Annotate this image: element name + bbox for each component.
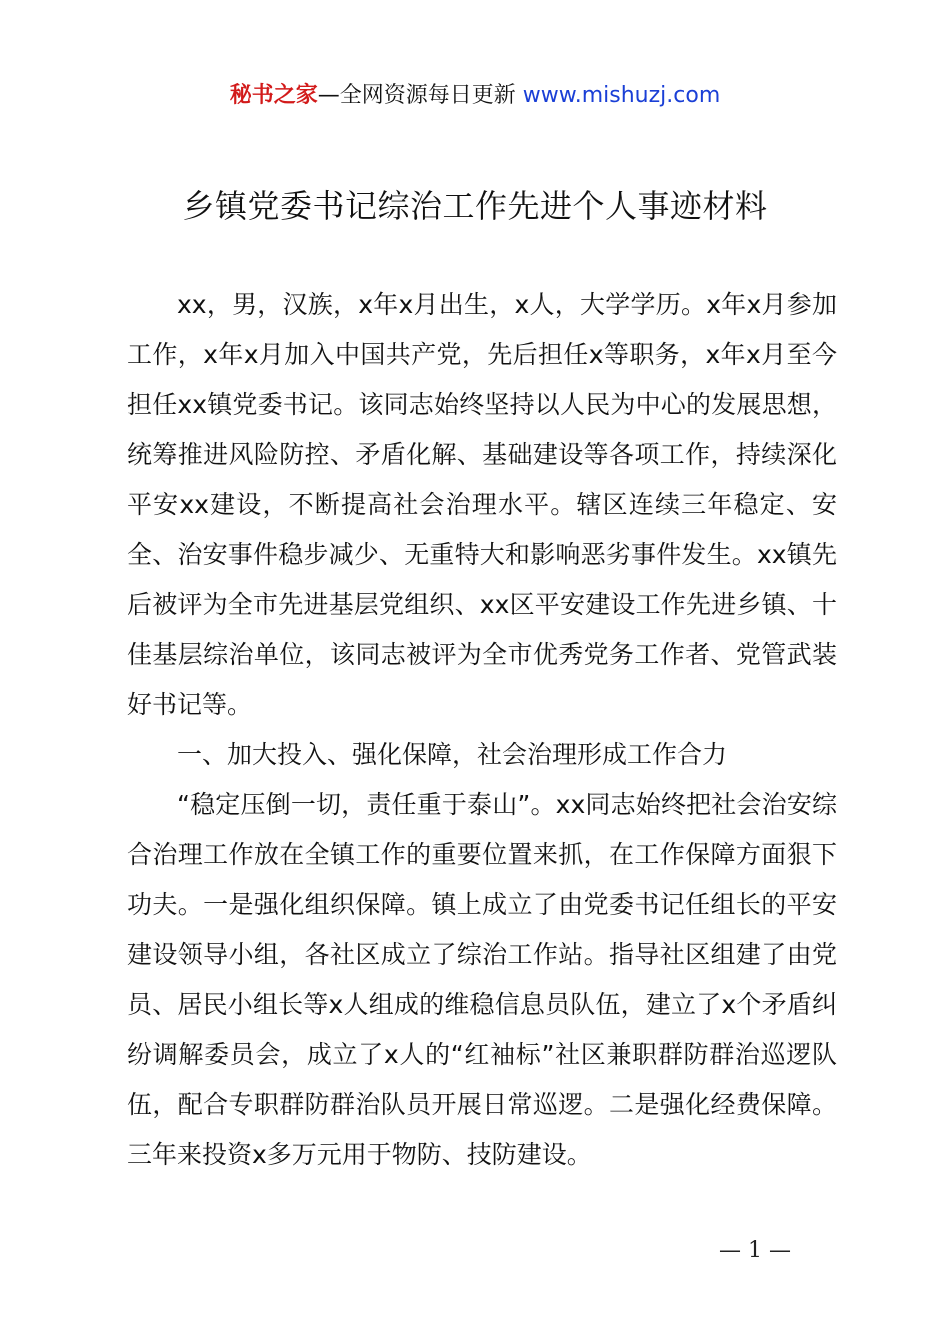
document-body — [127, 280, 837, 1180]
site-brand: 秘书之家 — [229, 83, 318, 108]
intro-paragraph: xx，男，汉族，x年x月出生，x人，大学学历。x年x月参加工作，x年x月加入中国共产党，先后担任x等职务，x年x月至今担任xx镇党委书记。该同志始终坚持以人民为中心的发展思想，统筹推进风险防控、矛盾化解、基础建设等各项工作，持续深化平安xx建设，不断提高社会治理水平。辖区连续三年稳定、安全、治安事件稳步减少、无重特大和影响恶劣事件发生。xx镇先后被评为全市先进基层党组织、xx区平安建设工作先进乡镇、十佳基层综治单位，该同志被评为全市优秀党务工作者、党管武装好书记等。 — [127, 290, 837, 719]
document-title: 乡镇党委书记综治工作先进个人事迹材料 — [182, 187, 768, 225]
section-paragraph: “稳定压倒一切，责任重于泰山”。xx同志始终把社会治安综合治理工作放在全镇工作的重要位置来抓，在工作保障方面狠下功夫。一是强化组织保障。镇上成立了由党委书记任组长的平安建设领导小组，各社区成立了综治工作站。指导社区组建了由党员、居民小组长等x人组成的维稳信息员队伍，建立了x个矛盾纠纷调解委员会，成立了x人的“红袖标”社区兼职群防群治巡逻队伍，配合专职群防群治队员开展日常巡逻。二是强化经费保障。三年来投资x多万元用于物防、技防建设。 — [127, 790, 837, 1169]
site-tagline: —全网资源每日更新 — [317, 83, 516, 108]
site-url-link[interactable]: www.mishuzj.com — [522, 83, 721, 108]
page-number: — 1 — — [719, 1238, 791, 1263]
section-heading: 一、加大投入、强化保障，社会治理形成工作合力 — [177, 740, 728, 769]
site-header — [0, 80, 950, 112]
